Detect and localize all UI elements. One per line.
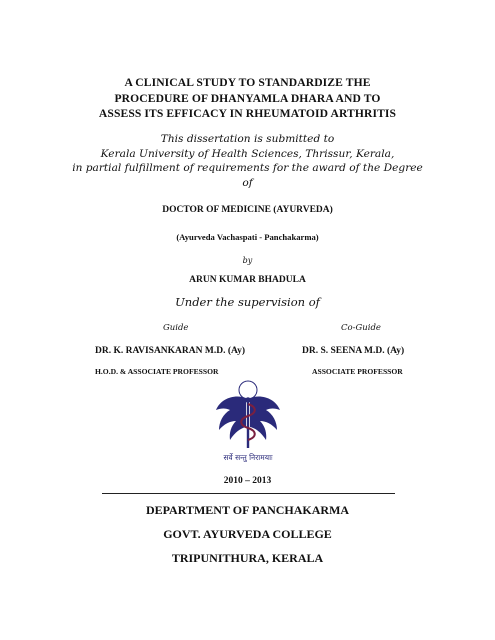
emblem-motto: सर्वे सन्तु निरामयाः — [223, 453, 273, 462]
statement-line-3: in partial fulfillment of requirements for the award of the Degree — [72, 162, 423, 175]
divider-line — [102, 493, 395, 494]
supervision-label: Under the supervision of — [175, 295, 320, 309]
coguide-role-label: Co-Guide — [341, 323, 381, 333]
thesis-title — [0, 75, 495, 122]
statement-line-4: of — [242, 176, 253, 189]
college-location: TRIPUNITHURA, KERALA — [171, 551, 324, 565]
emblem-sun-icon — [239, 381, 257, 399]
title-line-1: A CLINICAL STUDY TO STANDARDIZE THE — [124, 76, 371, 89]
guide-role-label: Guide — [163, 323, 189, 333]
statement-line-1: This dissertation is submitted to — [160, 133, 335, 145]
guide-designation: H.O.D. & ASSOCIATE PROFESSOR — [95, 367, 219, 376]
author-name: ARUN KUMAR BHADULA — [189, 275, 306, 285]
coguide-name: DR. S. SEENA M.D. (Ay) — [302, 346, 405, 356]
title-line-2: PROCEDURE OF DHANYAMLA DHARA AND TO — [114, 91, 381, 105]
university-emblem-logo — [213, 380, 283, 464]
statement-line-2: Kerala University of Health Sciences, Thrissur, Kerala, — [100, 147, 395, 160]
title-line-3: ASSESS ITS EFFICACY IN RHEUMATOID ARTHRITIS — [98, 107, 397, 121]
submission-statement — [0, 132, 495, 190]
coguide-designation: ASSOCIATE PROFESSOR — [312, 367, 403, 376]
degree-specialization: (Ayurveda Vachaspati - Panchakarma) — [176, 232, 319, 242]
guide-name: DR. K. RAVISANKARAN M.D. (Ay) — [95, 346, 246, 356]
academic-years: 2010 – 2013 — [223, 476, 272, 486]
college-name: GOVT. AYURVEDA COLLEGE — [163, 527, 332, 541]
department-name: DEPARTMENT OF PANCHAKARMA — [145, 503, 350, 517]
degree-name: DOCTOR OF MEDICINE (AYURVEDA) — [162, 205, 333, 215]
by-label: by — [242, 256, 253, 265]
